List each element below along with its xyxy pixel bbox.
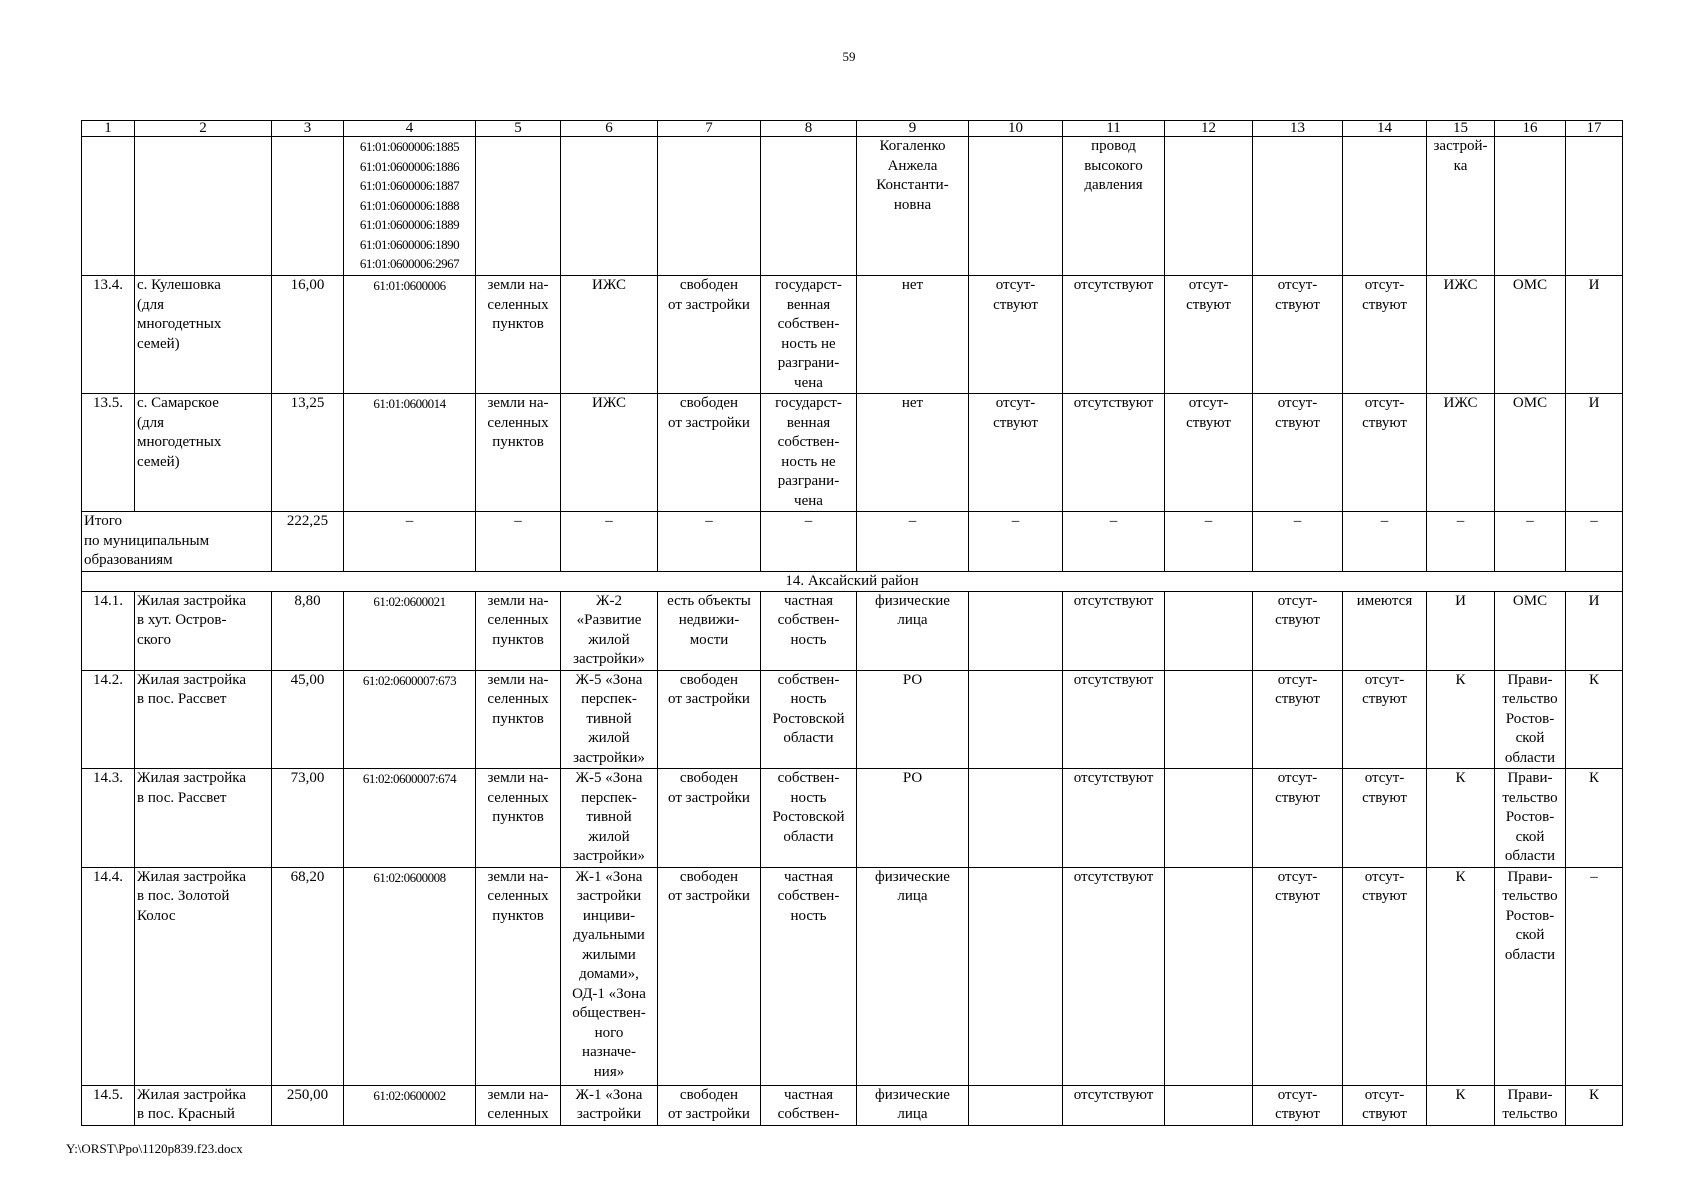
table-cell: Ж-1 «Зона застройки инциви- дуальными жилыми домами», ОД-1 «Зона обществен- ного назначе- ния» bbox=[561, 867, 658, 1085]
table-cell: Жилая застройка в хут. Остров- ского bbox=[135, 591, 272, 670]
total-cell: 222,25 bbox=[272, 512, 344, 572]
table-cell: 61:02:0600021 bbox=[344, 591, 476, 670]
table-row bbox=[82, 591, 1623, 670]
total-cell: – bbox=[658, 512, 761, 572]
table-cell: 61:01:0600006 bbox=[344, 276, 476, 394]
table-cell: 45,00 bbox=[272, 670, 344, 769]
table-cell: Жилая застройка в пос. Рассвет bbox=[135, 769, 272, 868]
table-cell bbox=[969, 867, 1063, 1085]
table-cell bbox=[561, 137, 658, 276]
table-cell: имеются bbox=[1343, 591, 1427, 670]
table-cell bbox=[1165, 670, 1253, 769]
column-number-header: 1 bbox=[82, 121, 135, 137]
table-cell bbox=[1165, 867, 1253, 1085]
table-cell: И bbox=[1566, 394, 1623, 512]
table-cell: с. Кулешовка (для многодетных семей) bbox=[135, 276, 272, 394]
table-cell: отсутствуют bbox=[1063, 867, 1165, 1085]
table-cell bbox=[1165, 137, 1253, 276]
table-cell: И bbox=[1427, 591, 1495, 670]
table-row bbox=[82, 394, 1623, 512]
column-number-header: 8 bbox=[761, 121, 857, 137]
table-cell: Прави- тельство Ростов- ской области bbox=[1495, 769, 1566, 868]
table-cell: собствен- ность Ростовской области bbox=[761, 670, 857, 769]
total-cell: – bbox=[476, 512, 561, 572]
table-row bbox=[82, 276, 1623, 394]
table-cell: свободен от застройки bbox=[658, 1085, 761, 1125]
column-header-row bbox=[82, 121, 1623, 137]
total-cell: – bbox=[1253, 512, 1343, 572]
table-cell: 73,00 bbox=[272, 769, 344, 868]
table-cell: провод высокого давления bbox=[1063, 137, 1165, 276]
table-cell: отсутствуют bbox=[1063, 394, 1165, 512]
table-cell: собствен- ность Ростовской области bbox=[761, 769, 857, 868]
table-cell: 13,25 bbox=[272, 394, 344, 512]
table-cell: ИЖС bbox=[1427, 276, 1495, 394]
column-number-header: 3 bbox=[272, 121, 344, 137]
table-cell: 14.1. bbox=[82, 591, 135, 670]
table-cell bbox=[135, 137, 272, 276]
total-cell: – bbox=[1165, 512, 1253, 572]
table-cell: отсут- ствуют bbox=[1253, 591, 1343, 670]
table-cell: Когаленко Анжела Константи- новна bbox=[857, 137, 969, 276]
table-body bbox=[82, 121, 1623, 1126]
table-cell: К bbox=[1427, 769, 1495, 868]
table-cell bbox=[1495, 137, 1566, 276]
column-number-header: 5 bbox=[476, 121, 561, 137]
table-cell bbox=[272, 137, 344, 276]
table-cell: ИЖС bbox=[1427, 394, 1495, 512]
table-cell: Прави- тельство Ростов- ской области bbox=[1495, 670, 1566, 769]
table-cell: отсут- ствуют bbox=[1253, 670, 1343, 769]
table-row bbox=[82, 137, 1623, 276]
column-number-header: 2 bbox=[135, 121, 272, 137]
table-cell: ОМС bbox=[1495, 276, 1566, 394]
table-cell: К bbox=[1566, 769, 1623, 868]
total-cell: – bbox=[857, 512, 969, 572]
table-cell: К bbox=[1427, 1085, 1495, 1125]
total-cell: – bbox=[1566, 512, 1623, 572]
total-label: Итого по муниципальным образованиям bbox=[82, 512, 272, 572]
table-cell: свободен от застройки bbox=[658, 670, 761, 769]
table-cell: 61:02:0600008 bbox=[344, 867, 476, 1085]
table-cell: земли на- селенных пунктов bbox=[476, 276, 561, 394]
table-cell: 61:01:0600006:1885 61:01:0600006:1886 61:01:0600006:1887 61:01:0600006:1888 61:01:0600006:1889 61:01:0600006:1890 61:01:0600006:2967 bbox=[344, 137, 476, 276]
table-cell: с. Самарское (для многодетных семей) bbox=[135, 394, 272, 512]
table-cell: земли на- селенных пунктов bbox=[476, 670, 561, 769]
table-cell: ИЖС bbox=[561, 394, 658, 512]
table-cell: 13.4. bbox=[82, 276, 135, 394]
column-number-header: 17 bbox=[1566, 121, 1623, 137]
table-cell bbox=[969, 591, 1063, 670]
table-cell: застрой- ка bbox=[1427, 137, 1495, 276]
table-cell: К bbox=[1427, 867, 1495, 1085]
table-cell bbox=[969, 1085, 1063, 1125]
table-cell: 13.5. bbox=[82, 394, 135, 512]
total-cell: – bbox=[561, 512, 658, 572]
table-cell: есть объекты недвижи- мости bbox=[658, 591, 761, 670]
table-cell: частная собствен- bbox=[761, 1085, 857, 1125]
table-cell: отсут- ствуют bbox=[1253, 769, 1343, 868]
table-cell: физические лица bbox=[857, 591, 969, 670]
total-cell: – bbox=[1427, 512, 1495, 572]
table-cell: 61:02:0600002 bbox=[344, 1085, 476, 1125]
table-cell bbox=[1253, 137, 1343, 276]
table-row bbox=[82, 1085, 1623, 1125]
table-cell: отсут- ствуют bbox=[969, 394, 1063, 512]
table-cell: РО bbox=[857, 769, 969, 868]
table-cell: отсутствуют bbox=[1063, 769, 1165, 868]
column-number-header: 9 bbox=[857, 121, 969, 137]
total-cell: – bbox=[761, 512, 857, 572]
column-number-header: 6 bbox=[561, 121, 658, 137]
table-cell: отсут- ствуют bbox=[1253, 867, 1343, 1085]
table-cell: ОМС bbox=[1495, 394, 1566, 512]
column-number-header: 4 bbox=[344, 121, 476, 137]
table-cell: нет bbox=[857, 276, 969, 394]
table-cell: ОМС bbox=[1495, 591, 1566, 670]
table-cell: отсут- ствуют bbox=[1343, 394, 1427, 512]
section-row bbox=[82, 571, 1623, 591]
table-cell: отсут- ствуют bbox=[1343, 276, 1427, 394]
column-number-header: 15 bbox=[1427, 121, 1495, 137]
table-cell: К bbox=[1566, 1085, 1623, 1125]
table-cell: свободен от застройки bbox=[658, 394, 761, 512]
total-cell: – bbox=[1495, 512, 1566, 572]
total-row bbox=[82, 512, 1623, 572]
column-number-header: 11 bbox=[1063, 121, 1165, 137]
table-cell: 61:02:0600007:673 bbox=[344, 670, 476, 769]
table-cell: Ж-2 «Развитие жилой застройки» bbox=[561, 591, 658, 670]
table-cell: нет bbox=[857, 394, 969, 512]
table-cell: частная собствен- ность bbox=[761, 591, 857, 670]
table-cell: Ж-5 «Зона перспек- тивной жилой застройки» bbox=[561, 670, 658, 769]
table-cell: Прави- тельство Ростов- ской области bbox=[1495, 867, 1566, 1085]
table-cell: 14.5. bbox=[82, 1085, 135, 1125]
table-cell: 16,00 bbox=[272, 276, 344, 394]
table-cell: частная собствен- ность bbox=[761, 867, 857, 1085]
table-cell: 14.3. bbox=[82, 769, 135, 868]
table-cell: 61:01:0600014 bbox=[344, 394, 476, 512]
table-cell: отсут- ствуют bbox=[1253, 276, 1343, 394]
table-cell: – bbox=[1566, 867, 1623, 1085]
column-number-header: 7 bbox=[658, 121, 761, 137]
table-cell: 68,20 bbox=[272, 867, 344, 1085]
table-cell: 14.4. bbox=[82, 867, 135, 1085]
table-cell: Жилая застройка в пос. Золотой Колос bbox=[135, 867, 272, 1085]
table-cell: отсут- ствуют bbox=[1165, 276, 1253, 394]
total-cell: – bbox=[1063, 512, 1165, 572]
table-cell: свободен от застройки bbox=[658, 769, 761, 868]
table-cell: отсут- ствуют bbox=[1253, 394, 1343, 512]
table-cell bbox=[1165, 591, 1253, 670]
table-cell: физические лица bbox=[857, 1085, 969, 1125]
table-cell: 8,80 bbox=[272, 591, 344, 670]
table-cell bbox=[969, 769, 1063, 868]
table-cell: отсутствуют bbox=[1063, 276, 1165, 394]
table-cell: отсут- ствуют bbox=[1253, 1085, 1343, 1125]
page-number: 59 bbox=[842, 49, 856, 64]
table-cell: К bbox=[1427, 670, 1495, 769]
table-cell: отсут- ствуют bbox=[1165, 394, 1253, 512]
table-cell bbox=[1165, 1085, 1253, 1125]
table-cell: земли на- селенных bbox=[476, 1085, 561, 1125]
data-table bbox=[81, 120, 1623, 1126]
table-cell: 61:02:0600007:674 bbox=[344, 769, 476, 868]
table-cell: РО bbox=[857, 670, 969, 769]
table-cell: И bbox=[1566, 591, 1623, 670]
table-cell: Жилая застройка в пос. Рассвет bbox=[135, 670, 272, 769]
table-cell: государст- венная собствен- ность не разграни- чена bbox=[761, 276, 857, 394]
total-cell: – bbox=[969, 512, 1063, 572]
table-cell: Жилая застройка в пос. Красный bbox=[135, 1085, 272, 1125]
table-cell bbox=[1566, 137, 1623, 276]
column-number-header: 12 bbox=[1165, 121, 1253, 137]
table-cell bbox=[969, 137, 1063, 276]
table-cell: отсут- ствуют bbox=[1343, 1085, 1427, 1125]
table-cell: 250,00 bbox=[272, 1085, 344, 1125]
table-cell bbox=[476, 137, 561, 276]
table-row bbox=[82, 670, 1623, 769]
table-cell bbox=[658, 137, 761, 276]
table-cell: свободен от застройки bbox=[658, 276, 761, 394]
table-cell: 14.2. bbox=[82, 670, 135, 769]
table-cell: отсут- ствуют bbox=[1343, 670, 1427, 769]
column-number-header: 10 bbox=[969, 121, 1063, 137]
total-cell: – bbox=[1343, 512, 1427, 572]
table-cell: отсутствуют bbox=[1063, 591, 1165, 670]
table-cell: К bbox=[1566, 670, 1623, 769]
table-cell bbox=[1343, 137, 1427, 276]
table-cell: Ж-5 «Зона перспек- тивной жилой застройки» bbox=[561, 769, 658, 868]
column-number-header: 16 bbox=[1495, 121, 1566, 137]
table-cell bbox=[761, 137, 857, 276]
footer-file-path: Y:\ORST\Ppo\1120p839.f23.docx bbox=[66, 1141, 243, 1156]
column-number-header: 14 bbox=[1343, 121, 1427, 137]
table-cell bbox=[82, 137, 135, 276]
column-number-header: 13 bbox=[1253, 121, 1343, 137]
table-cell: земли на- селенных пунктов bbox=[476, 867, 561, 1085]
table-cell: Ж-1 «Зона застройки bbox=[561, 1085, 658, 1125]
table-cell: И bbox=[1566, 276, 1623, 394]
table-cell: свободен от застройки bbox=[658, 867, 761, 1085]
table-cell: отсутствуют bbox=[1063, 1085, 1165, 1125]
table-cell: земли на- селенных пунктов bbox=[476, 394, 561, 512]
table-cell: земли на- селенных пунктов bbox=[476, 769, 561, 868]
total-cell: – bbox=[344, 512, 476, 572]
table-row bbox=[82, 769, 1623, 868]
table-cell bbox=[969, 670, 1063, 769]
table-cell: Прави- тельство bbox=[1495, 1085, 1566, 1125]
table-cell: ИЖС bbox=[561, 276, 658, 394]
table-cell bbox=[1165, 769, 1253, 868]
table-cell: земли на- селенных пунктов bbox=[476, 591, 561, 670]
section-heading: 14. Аксайский район bbox=[82, 571, 1623, 591]
table-cell: отсут- ствуют bbox=[1343, 867, 1427, 1085]
table-cell: физические лица bbox=[857, 867, 969, 1085]
table-cell: государст- венная собствен- ность не разграни- чена bbox=[761, 394, 857, 512]
table-cell: отсут- ствуют bbox=[1343, 769, 1427, 868]
table-row bbox=[82, 867, 1623, 1085]
table-cell: отсут- ствуют bbox=[969, 276, 1063, 394]
table-cell: отсутствуют bbox=[1063, 670, 1165, 769]
